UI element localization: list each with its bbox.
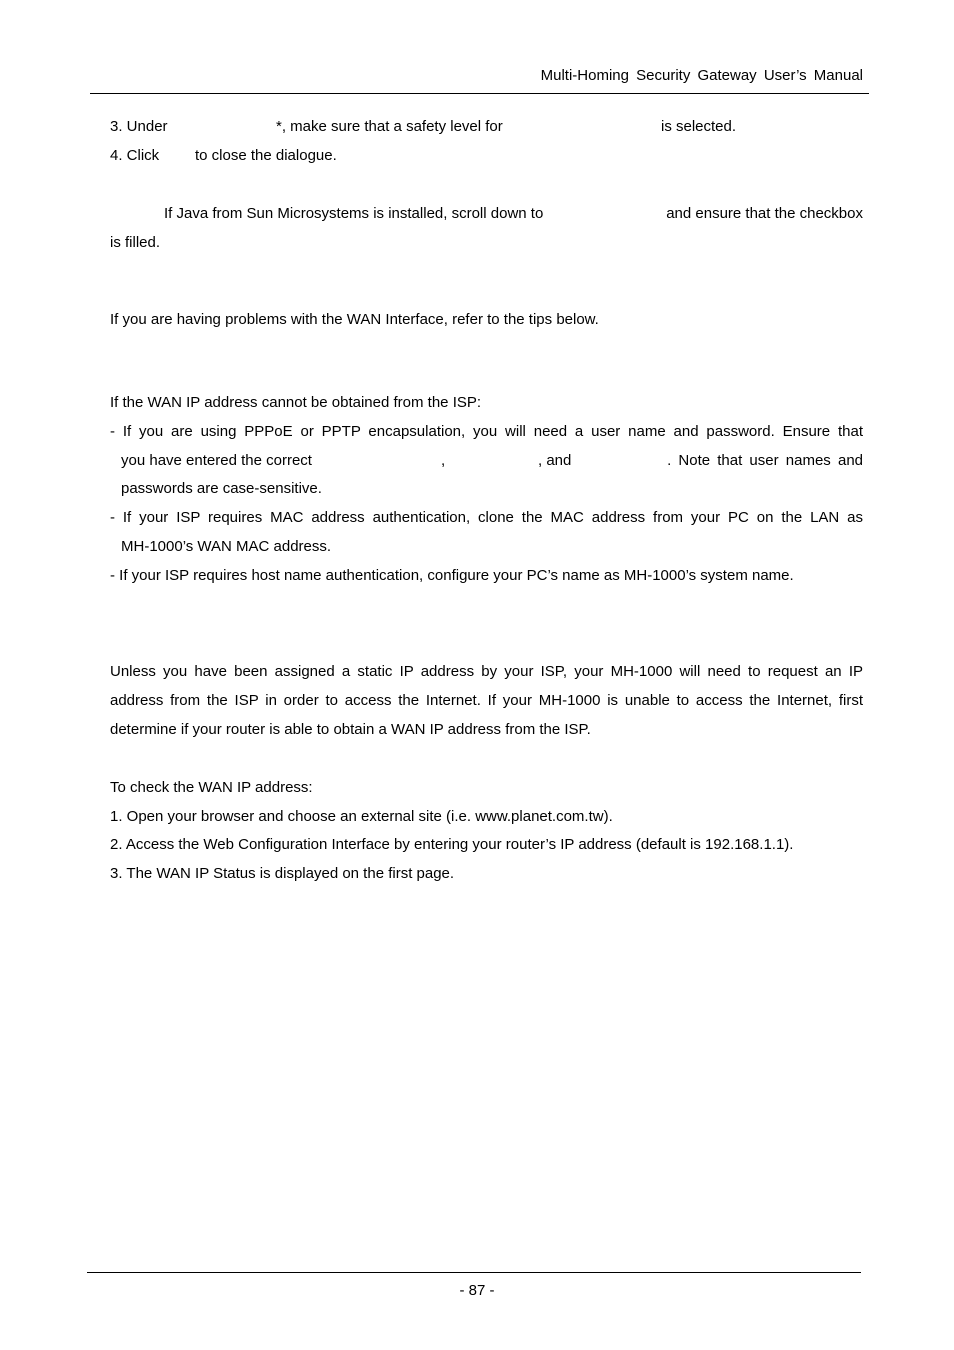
external-site-url: www.planet.com.tw bbox=[475, 808, 604, 825]
wan-ip-lead: If the WAN IP address cannot be obtained from the ISP: bbox=[110, 394, 482, 411]
java-note-line2: is filled. bbox=[110, 234, 161, 251]
static-ip-line1: Unless you have been assigned a static IP address by your ISP, your MH-1000 will need to request an IP bbox=[110, 663, 863, 680]
bullet1-line2d: . Note that user names and bbox=[667, 452, 863, 469]
running-header: Multi-Homing Security Gateway User’s Manual bbox=[540, 67, 863, 84]
step4-suffix: to close the dialogue. bbox=[195, 147, 337, 164]
bullet1-line1: - If you are using PPPoE or PPTP encapsulation, you will need a user name and password. Ensure that bbox=[110, 423, 863, 440]
page-number: - 87 - bbox=[459, 1282, 495, 1299]
check-step3: 3. The WAN IP Status is displayed on the first page. bbox=[110, 865, 455, 882]
step3-middle: *, make sure that a safety level for bbox=[276, 118, 503, 135]
java-note-line1a: If Java from Sun Microsystems is installed, scroll down to bbox=[164, 205, 544, 222]
bullet1-line3: passwords are case-sensitive. bbox=[121, 480, 322, 497]
check-step2: 2. Access the Web Configuration Interface by entering your router’s IP address (default is 192.168.1.1). bbox=[110, 836, 794, 853]
bullet1-line2a: you have entered the correct bbox=[121, 452, 312, 469]
step3-suffix: is selected. bbox=[661, 118, 737, 135]
check-lead: To check the WAN IP address: bbox=[110, 779, 313, 796]
step3-prefix: 3. Under bbox=[110, 118, 168, 135]
check-step1-end: ). bbox=[603, 808, 613, 825]
bullet2-line1: - If your ISP requires MAC address authentication, clone the MAC address from your PC on the LAN as bbox=[110, 509, 863, 526]
bullet1-line2b: , bbox=[441, 452, 446, 469]
header-rule bbox=[90, 93, 869, 94]
bullet1-line2c: , and bbox=[538, 452, 572, 469]
wan-intro: If you are having problems with the WAN Interface, refer to the tips below. bbox=[110, 311, 599, 328]
check-step1 bbox=[110, 808, 613, 826]
step4-prefix: 4. Click bbox=[110, 147, 160, 164]
java-note-line1b: and ensure that the checkbox bbox=[666, 205, 863, 222]
check-step1-text: 1. Open your browser and choose an external site (i.e. bbox=[110, 808, 472, 825]
static-ip-line2: address from the ISP in order to access the Internet. If your MH-1000 is unable to access the Internet, first bbox=[110, 692, 863, 709]
static-ip-line3: determine if your router is able to obtain a WAN IP address from the ISP. bbox=[110, 721, 591, 738]
footer-rule bbox=[87, 1272, 861, 1273]
bullet3: - If your ISP requires host name authentication, configure your PC’s name as MH-1000’s system name. bbox=[110, 567, 794, 584]
bullet2-line2: MH-1000’s WAN MAC address. bbox=[121, 538, 332, 555]
